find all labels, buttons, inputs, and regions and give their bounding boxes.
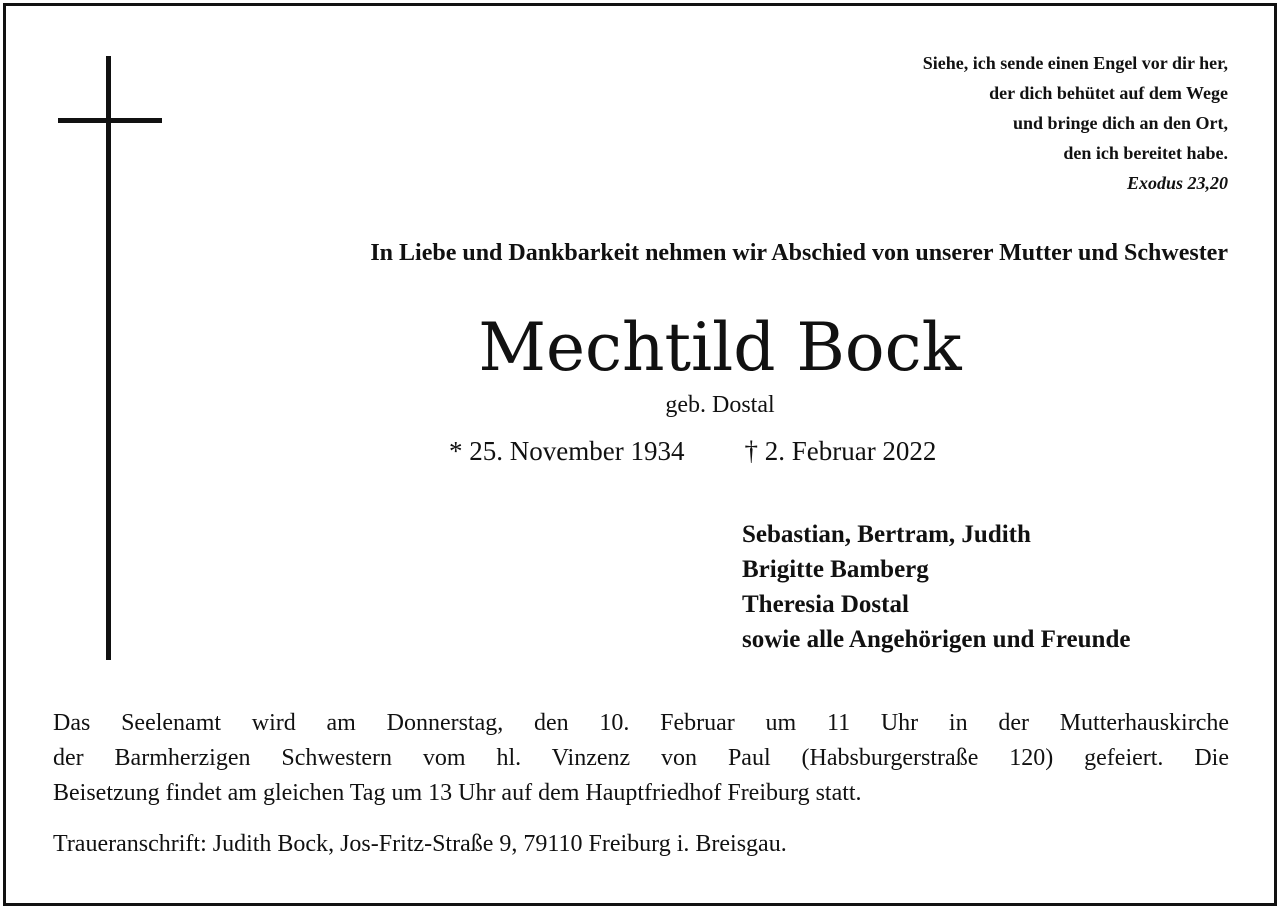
cross-icon-horizontal [58, 118, 162, 123]
service-line: der Barmherzigen Schwestern vom hl. Vinzenz von Paul (Habsburgerstraße 120) gefeiert. Die [53, 745, 1229, 771]
life-dates [449, 436, 936, 467]
verse-line: den ich bereitet habe. [1063, 143, 1228, 163]
mourner-line: sowie alle Angehörigen und Freunde [742, 626, 1131, 653]
deceased-name: Mechtild Bock [478, 309, 962, 386]
mourners-list [742, 517, 1130, 657]
verse-line: Siehe, ich sende einen Engel vor dir her, [922, 53, 1228, 73]
mourner-line: Brigitte Bamberg [742, 556, 929, 583]
mourning-address: Traueranschrift: Judith Bock, Jos-Fritz-Straße 9, 79110 Freiburg i. Breisgau. [53, 831, 787, 857]
death-date: † 2. Februar 2022 [744, 436, 937, 466]
service-line: Beisetzung findet am gleichen Tag um 13 Uhr auf dem Hauptfriedhof Freiburg statt. [53, 780, 862, 806]
mourner-line: Sebastian, Bertram, Judith [742, 521, 1031, 548]
service-info [53, 706, 1229, 811]
cross-icon-vertical [106, 56, 111, 660]
mourner-line: Theresia Dostal [742, 591, 909, 618]
birth-date: * 25. November 1934 [449, 436, 685, 466]
verse-reference: Exodus 23,20 [1126, 173, 1228, 193]
intro-text: In Liebe und Dankbarkeit nehmen wir Abschied von unserer Mutter und Schwester [370, 240, 1228, 266]
maiden-name: geb. Dostal [665, 392, 775, 418]
verse-line: und bringe dich an den Ort, [1012, 113, 1228, 133]
service-line: Das Seelenamt wird am Donnerstag, den 10. Februar um 11 Uhr in der Mutterhauskirche [53, 710, 1229, 736]
bible-verse [923, 48, 1228, 198]
verse-line: der dich behütet auf dem Wege [989, 83, 1228, 103]
